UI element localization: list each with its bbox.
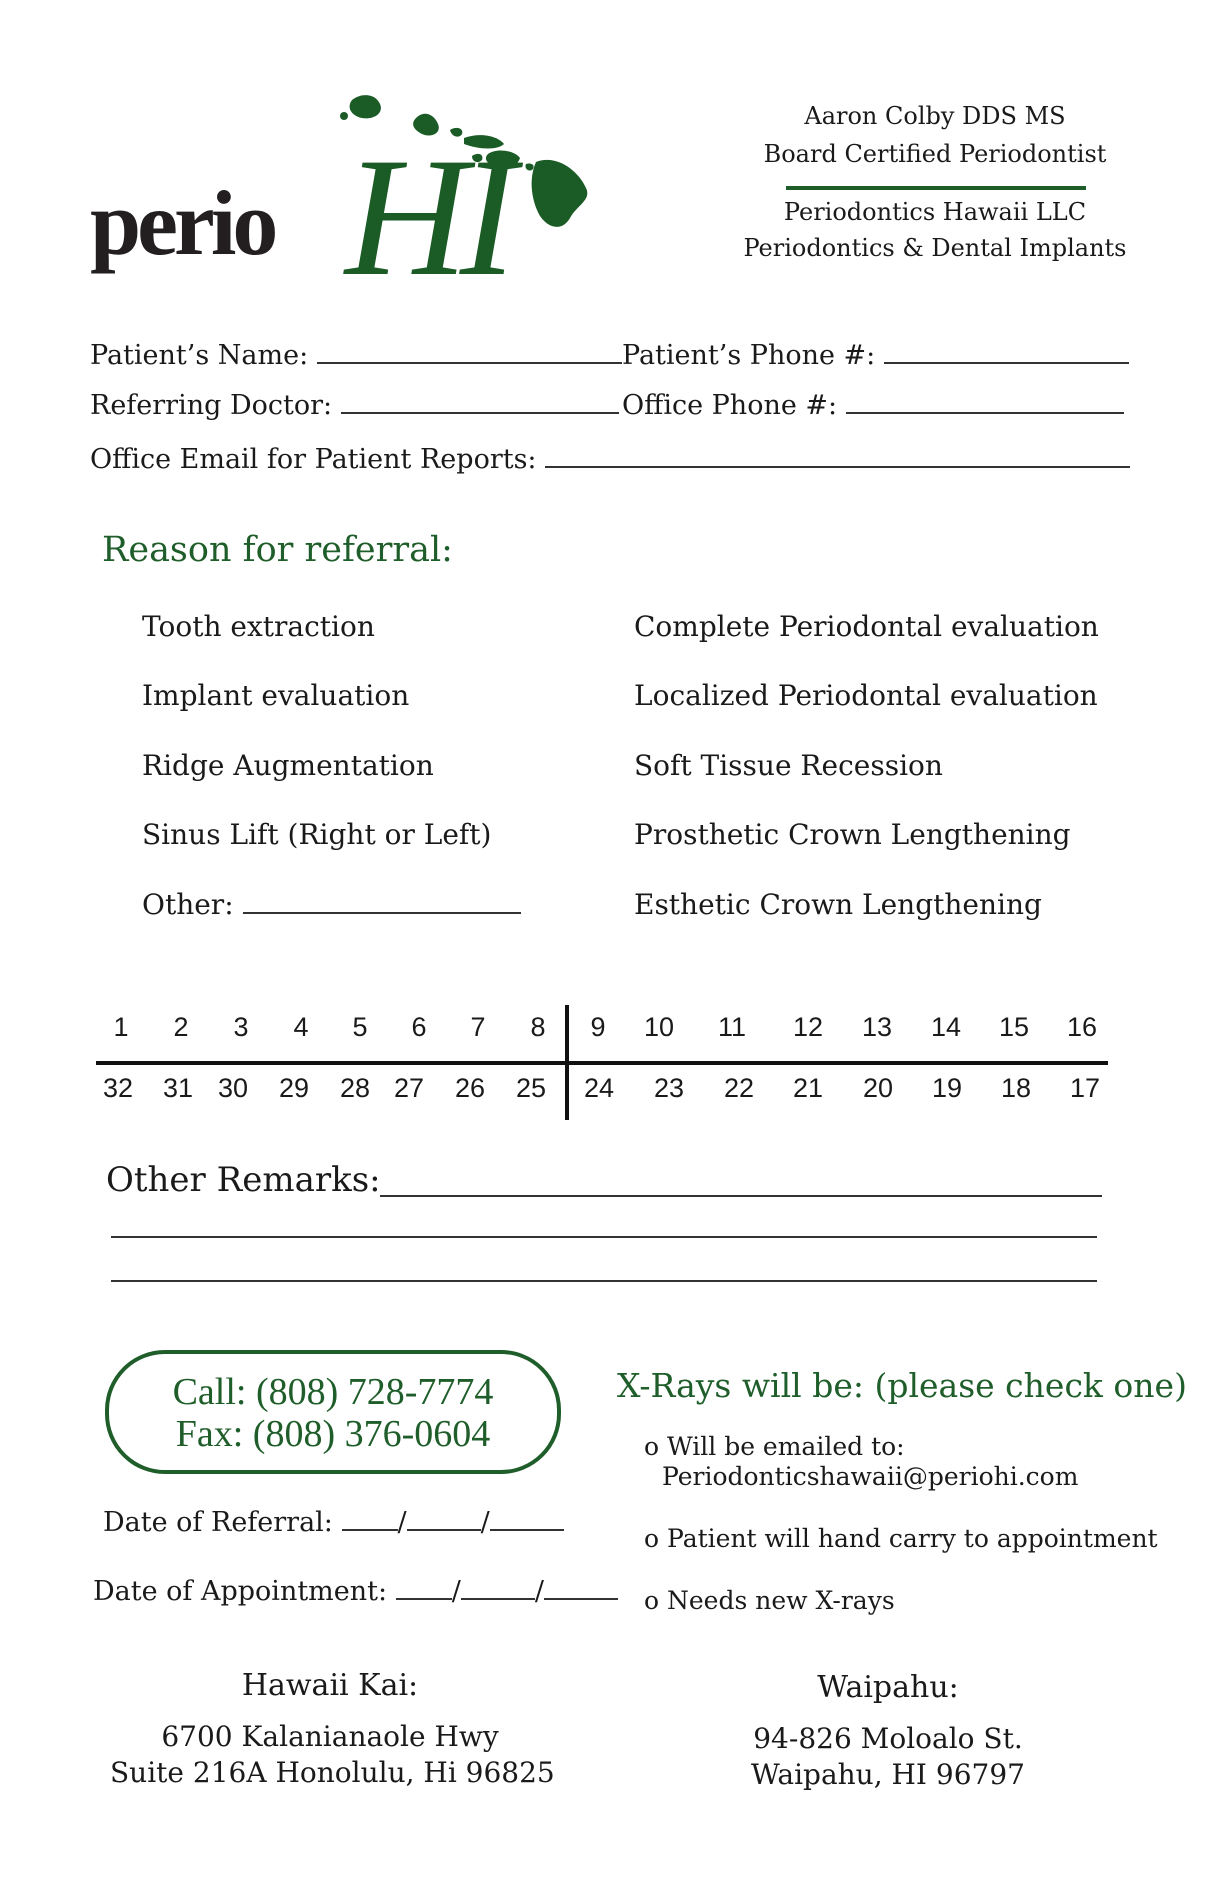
location-waipahu-title: Waipahu: (817, 1670, 959, 1705)
patient-name-field[interactable] (90, 340, 622, 371)
location-hawaii-kai-line1: 6700 Kalanianaole Hwy (161, 1720, 499, 1753)
date-of-referral-label: Date of Referral: (103, 1507, 333, 1538)
office-email-label: Office Email for Patient Reports: (90, 444, 537, 475)
office-phone-label: Office Phone #: (622, 390, 838, 421)
remarks-line-1[interactable] (380, 1195, 1102, 1197)
tooth-11[interactable]: 11 (717, 1012, 747, 1042)
tooth-13[interactable]: 13 (861, 1012, 893, 1042)
tooth-22[interactable]: 22 (723, 1073, 755, 1103)
reason-other-label: Other: (142, 888, 234, 921)
office-email-field[interactable] (90, 444, 1130, 475)
referring-doctor-line[interactable] (341, 412, 619, 414)
tooth-8[interactable]: 8 (530, 1012, 546, 1042)
referring-doctor-field[interactable] (90, 390, 619, 421)
referral-title: Reason for referral: (102, 530, 453, 570)
location-waipahu-line1: 94-826 Moloalo St. (753, 1722, 1023, 1755)
xray-option-email[interactable]: o Will be emailed to: (644, 1432, 905, 1461)
date-of-referral-field[interactable] (103, 1507, 564, 1538)
tooth-10[interactable]: 10 (643, 1012, 675, 1042)
patient-name-line[interactable] (317, 362, 622, 364)
tooth-23[interactable]: 23 (653, 1073, 685, 1103)
tooth-4[interactable]: 4 (293, 1012, 309, 1042)
appointment-slash-2: / (534, 1576, 544, 1607)
reason-esthetic-crown-lengthening[interactable]: Esthetic Crown Lengthening (634, 888, 1042, 921)
tooth-14[interactable]: 14 (930, 1012, 962, 1042)
referral-year-line[interactable] (490, 1529, 564, 1531)
tooth-16[interactable]: 16 (1066, 1012, 1098, 1042)
tooth-7[interactable]: 7 (470, 1012, 486, 1042)
patient-phone-field[interactable] (622, 340, 1129, 371)
reason-prosthetic-crown-lengthening[interactable]: Prosthetic Crown Lengthening (634, 818, 1071, 851)
referral-slash-1: / (397, 1507, 407, 1538)
doctor-title: Board Certified Periodontist (763, 140, 1107, 168)
tooth-27[interactable]: 27 (393, 1073, 425, 1103)
tooth-9[interactable]: 9 (590, 1012, 606, 1042)
reason-localized-perio-eval[interactable]: Localized Periodontal evaluation (634, 679, 1098, 712)
reason-ridge-augmentation[interactable]: Ridge Augmentation (142, 749, 434, 782)
reason-implant-evaluation[interactable]: Implant evaluation (142, 679, 410, 712)
xrays-title: X-Rays will be: (please check one) (617, 1366, 1187, 1405)
office-phone-line[interactable] (846, 412, 1124, 414)
tooth-chart-lower-row (0, 1073, 1222, 1113)
tooth-2[interactable]: 2 (173, 1012, 189, 1042)
referral-day-line[interactable] (407, 1529, 481, 1531)
referral-month-line[interactable] (342, 1529, 398, 1531)
date-of-appointment-field[interactable] (93, 1576, 618, 1607)
office-email-line[interactable] (545, 466, 1130, 468)
remarks-title: Other Remarks: (106, 1160, 381, 1200)
call-number[interactable]: Call: (808) 728-7774 (172, 1371, 494, 1413)
referring-doctor-label: Referring Doctor: (90, 390, 333, 421)
logo-wordmark-hi: HI (345, 123, 509, 311)
reason-other-line[interactable] (243, 912, 521, 914)
reason-tooth-extraction[interactable]: Tooth extraction (142, 610, 375, 643)
doctor-name: Aaron Colby DDS MS (804, 102, 1066, 130)
reason-soft-tissue-recession[interactable]: Soft Tissue Recession (634, 749, 943, 782)
tooth-5[interactable]: 5 (352, 1012, 368, 1042)
patient-phone-label: Patient’s Phone #: (622, 340, 876, 371)
date-of-appointment-label: Date of Appointment: (93, 1576, 388, 1607)
xray-option-new-xrays[interactable]: o Needs new X-rays (644, 1586, 895, 1615)
tooth-12[interactable]: 12 (792, 1012, 824, 1042)
xray-email-address: Periodonticshawaii@periohi.com (662, 1462, 1079, 1491)
fax-number[interactable]: Fax: (808) 376-0604 (175, 1413, 491, 1455)
logo (90, 80, 600, 330)
tooth-31[interactable]: 31 (162, 1073, 194, 1103)
remarks-line-3[interactable] (111, 1280, 1097, 1282)
tooth-chart-horizontal-rule (96, 1061, 1108, 1065)
tooth-30[interactable]: 30 (217, 1073, 249, 1103)
tooth-17[interactable]: 17 (1069, 1073, 1101, 1103)
tooth-32[interactable]: 32 (102, 1073, 134, 1103)
tooth-chart-upper-row (0, 1012, 1222, 1052)
location-hawaii-kai-line2: Suite 216A Honolulu, Hi 96825 (110, 1756, 555, 1789)
appointment-slash-1: / (451, 1576, 461, 1607)
tooth-29[interactable]: 29 (278, 1073, 310, 1103)
tooth-15[interactable]: 15 (998, 1012, 1030, 1042)
company-tagline: Periodontics & Dental Implants (743, 234, 1127, 262)
location-waipahu-line2: Waipahu, HI 96797 (751, 1758, 1025, 1791)
tooth-6[interactable]: 6 (411, 1012, 427, 1042)
tooth-24[interactable]: 24 (583, 1073, 615, 1103)
location-hawaii-kai-title: Hawaii Kai: (241, 1668, 419, 1703)
tooth-chart-midline (565, 1005, 569, 1120)
office-phone-field[interactable] (622, 390, 1124, 421)
contact-box (105, 1350, 561, 1474)
tooth-28[interactable]: 28 (339, 1073, 371, 1103)
reason-sinus-lift[interactable]: Sinus Lift (Right or Left) (142, 818, 492, 851)
reason-complete-perio-eval[interactable]: Complete Periodontal evaluation (634, 610, 1099, 643)
tooth-1[interactable]: 1 (113, 1012, 129, 1042)
tooth-19[interactable]: 19 (931, 1073, 963, 1103)
logo-wordmark-perio: perio (90, 172, 275, 274)
referral-slash-2: / (480, 1507, 490, 1538)
tooth-3[interactable]: 3 (233, 1012, 249, 1042)
tooth-18[interactable]: 18 (1000, 1073, 1032, 1103)
xray-option-hand-carry[interactable]: o Patient will hand carry to appointment (644, 1524, 1158, 1553)
tooth-25[interactable]: 25 (515, 1073, 547, 1103)
appointment-month-line[interactable] (396, 1598, 452, 1600)
patient-phone-line[interactable] (884, 362, 1129, 364)
remarks-line-2[interactable] (111, 1236, 1097, 1238)
tooth-21[interactable]: 21 (792, 1073, 824, 1103)
company-name: Periodontics Hawaii LLC (783, 198, 1087, 226)
reason-other[interactable] (142, 888, 521, 921)
tooth-26[interactable]: 26 (454, 1073, 486, 1103)
appointment-day-line[interactable] (461, 1598, 535, 1600)
header-divider (786, 186, 1086, 190)
patient-name-label: Patient’s Name: (90, 340, 309, 371)
tooth-20[interactable]: 20 (862, 1073, 894, 1103)
appointment-year-line[interactable] (544, 1598, 618, 1600)
